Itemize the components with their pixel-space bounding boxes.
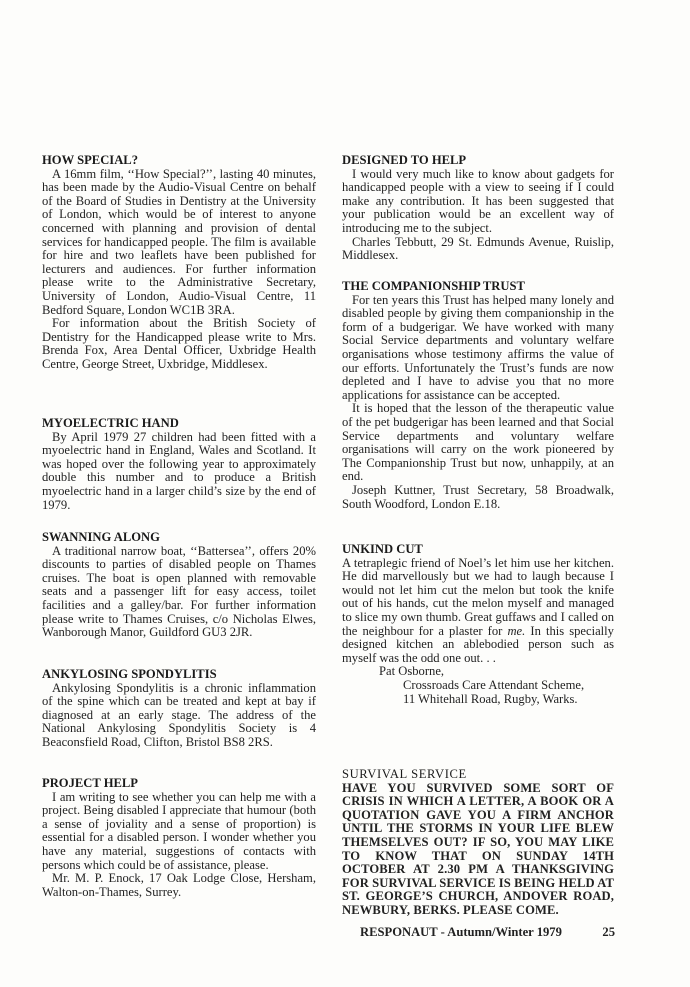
article-survival-service [342, 768, 614, 918]
article-paragraph [342, 557, 614, 666]
article-paragraph: I am writing to see whether you can help me with a project. Being disabled I appreciate that humour (both a sense of joviality and a sense of proportion) is essential for a disabled person. I wonder whether you have any material, suggestions of contacts with persons which could be of assistance, please. [42, 789, 316, 872]
page-number: 25 [602, 925, 615, 939]
article-heading: PROJECT HELP [42, 776, 138, 790]
article-paragraph: For ten years this Trust has helped many lonely and disabled people by giving them companionship in the form of a budgerigar. We have worked with many Social Service departments and voluntary welfare organisations whose testimony affirms the value of our efforts. Unfortunately the Trust’s funds are now depleted and I have to advise you that no more applications for assistance can be accepted. [342, 292, 614, 402]
article-heading: SWANNING ALONG [42, 530, 160, 544]
article-heading: ANKYLOSING SPONDYLITIS [42, 667, 217, 681]
article-paragraph: HAVE YOU SURVIVED SOME SORT OF CRISIS IN WHICH A LETTER, A BOOK OR A QUOTATION GAVE YOU A FIRM ANCHOR UNTIL THE STORMS IN YOUR LIFE BLEW THEMSELVES OUT? IF SO, YOU MAY LIKE TO KNOW THAT ON SUNDAY 14TH OCTOBER AT 2.30 PM A THANKSGIVING FOR SURVIVAL SERVICE IS BEING HELD AT ST. GEORGE’S CHURCH, ANDOVER ROAD, NEWBURY, BERKS. PLEASE COME. [342, 780, 614, 917]
signature-address: 11 Whitehall Road, Rugby, Warks. [403, 691, 578, 706]
article-companionship-trust [342, 280, 614, 511]
article-myoelectric-hand [42, 417, 316, 512]
article-heading: MYOELECTRIC HAND [42, 416, 179, 430]
article-swanning-along [42, 531, 316, 640]
article-signature: Joseph Kuttner, Trust Secretary, 58 Broadwalk, South Woodford, London E.18. [342, 482, 614, 511]
article-paragraph: By April 1979 27 children had been fitted with a myoelectric hand in England, Wales and Scotland. It was hoped over the following year to approximately double this number and to produce a British myoelectric hand in a larger child’s size by the end of 1979. [42, 429, 316, 512]
signature-name: Pat Osborne, [379, 664, 445, 679]
article-heading: HOW SPECIAL? [42, 153, 138, 167]
body-text: In this specially designed kitchen an ablebodied person such as myself was the odd one out. . . [342, 623, 614, 665]
article-signature: Charles Tebbutt, 29 St. Edmunds Avenue, Ruislip, Middlesex. [342, 234, 614, 263]
article-paragraph: I would very much like to know about gadgets for handicapped people with a view to seeing if I could make any contribution. It has been suggested that your publication would be an excellent way of introducing me to the subject. [342, 166, 614, 235]
article-how-special [42, 154, 316, 372]
emphasis-text: me. [507, 623, 526, 638]
article-paragraph: A 16mm film, ‘‘How Special?’’, lasting 40 minutes, has been made by the Audio-Visual Centre on behalf of the Board of Studies in Dentistry at the University of London, which would be of interest to anyone concerned with planning and provision of dental services for handicapped people. The film is available for hire and two leaflets have been published for lecturers and audiences. For further information please write to the Administrative Secretary, University of London, Audio-Visual Centre, 11 Bedford Square, London WC1B 3RA. [42, 166, 316, 317]
article-unkind-cut [342, 543, 614, 706]
signature-organisation: Crossroads Care Attendant Scheme, [403, 677, 585, 692]
publication-title: RESPONAUT - Autumn/Winter 1979 [360, 925, 562, 939]
article-project-help [42, 777, 316, 899]
article-ankylosing-spondylitis [42, 668, 316, 750]
article-heading: DESIGNED TO HELP [342, 153, 467, 167]
article-heading: SURVIVAL SERVICE [342, 767, 467, 781]
article-paragraph: For information about the British Society of Dentistry for the Handicapped please write to Mrs. Brenda Fox, Area Dental Officer, Uxbridge Health Centre, George Street, Uxbridge, Middlesex. [42, 316, 316, 371]
article-paragraph: It is hoped that the lesson of the therapeutic value of the pet budgerigar has been learned and that Social Service departments and voluntary welfare organisations will carry on the work pioneered by The Companionship Trust but now, unhappily, at an end. [342, 401, 614, 484]
article-heading: UNKIND CUT [342, 542, 423, 556]
article-paragraph: Ankylosing Spondylitis is a chronic inflammation of the spine which can be treated and kept at bay if diagnosed at an early stage. The address of the National Ankylosing Spondylitis Society is 4 Beaconsfield Road, Clifton, Bristol BS8 2RS. [42, 680, 316, 749]
article-designed-to-help [342, 154, 614, 263]
article-heading: THE COMPANIONSHIP TRUST [342, 279, 525, 293]
page-footer [360, 925, 615, 940]
article-paragraph: A traditional narrow boat, ‘‘Battersea’’, offers 20% discounts to parties of disabled people on Thames cruises. The boat is open planned with removable seats and a passenger lift for easy access, toilet facilities and a galley/bar. For further information please write to Thames Cruises, c/o Nicholas Elwes, Wanborough Manor, Guildford GU3 2JR. [42, 543, 316, 640]
article-signature: Mr. M. P. Enock, 17 Oak Lodge Close, Hersham, Walton-on-Thames, Surrey. [42, 871, 316, 899]
body-text: A tetraplegic friend of Noel’s let him use her kitchen. He did marvellously but we had to laugh because I would not let him cut the melon but took the knife out of his hands, cut the melon myself and managed to slice my own thumb. Great guffaws and I called on the neighbour for a plaster for [342, 555, 614, 638]
